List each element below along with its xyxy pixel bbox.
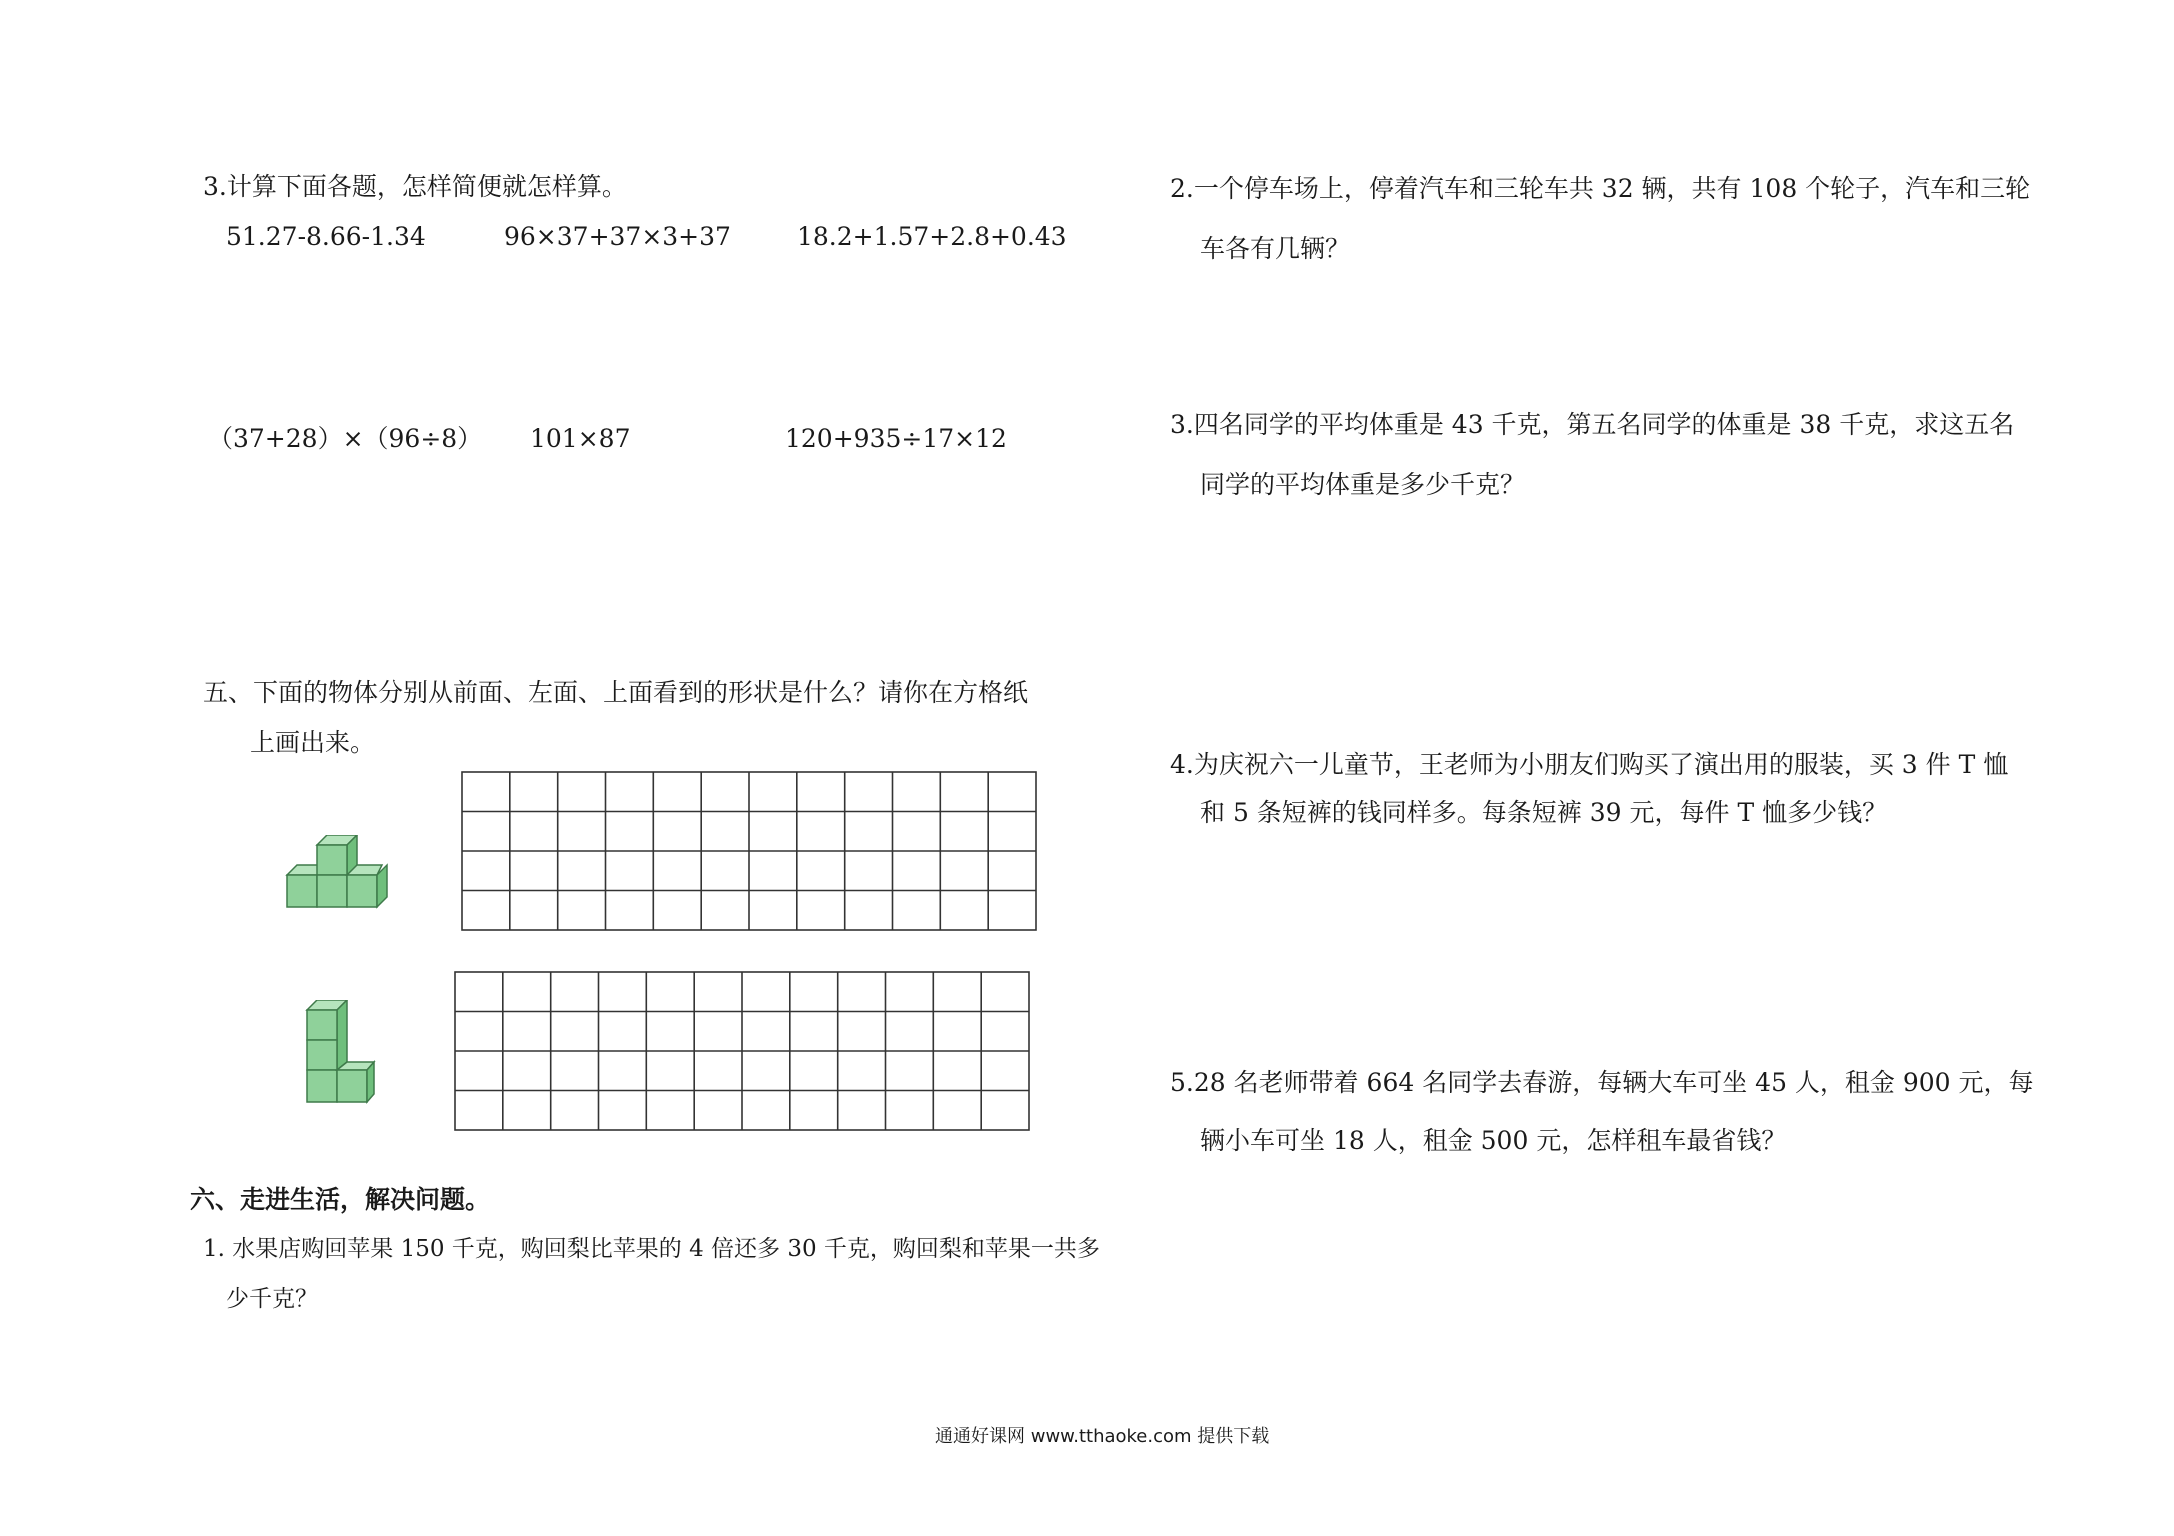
problem-3: 3.四名同学的平均体重是 43 千克，第五名同学的体重是 38 千克，求这五名	[1170, 410, 2015, 439]
problem-1: 1. 水果店购回苹果 150 千克，购回梨比苹果的 4 倍还多 30 千克，购回梨和苹果一共多	[203, 1236, 1100, 1262]
problem-5-cont: 辆小车可坐 18 人，租金 500 元，怎样租车最省钱？	[1200, 1126, 1787, 1155]
problem-4: 4.为庆祝六一儿童节，王老师为小朋友们购买了演出用的服装，买 3 件 T 恤	[1170, 750, 2009, 779]
problem-1-cont: 少千克？	[226, 1286, 318, 1312]
section5-title: 五、下面的物体分别从前面、左面、上面看到的形状是什么？请你在方格纸	[203, 678, 1029, 707]
footer-credit: 通通好课网 www.tthaoke.com 提供下载	[935, 1426, 1270, 1447]
problem-4-cont: 和 5 条短裤的钱同样多。每条短裤 39 元，每件 T 恤多少钱？	[1200, 798, 1888, 827]
drawing-grid-1[interactable]	[460, 770, 1040, 935]
problem-5: 5.28 名老师带着 664 名同学去春游，每辆大车可坐 45 人，租金 900 元，每	[1170, 1068, 2034, 1097]
section5-title-cont: 上画出来。	[250, 728, 376, 757]
section6-title: 六、走进生活，解决问题。	[190, 1185, 491, 1214]
q3-title: 3.计算下面各题，怎样简便就怎样算。	[203, 172, 627, 201]
problem-2-cont: 车各有几辆？	[1200, 234, 1351, 263]
expression: 18.2+1.57+2.8+0.43	[797, 222, 1067, 251]
cube-figure-pyramid	[282, 835, 392, 917]
expression: 120+935÷17×12	[785, 424, 1007, 453]
problem-3-cont: 同学的平均体重是多少千克？	[1200, 470, 1526, 499]
drawing-grid-2[interactable]	[453, 970, 1033, 1135]
cube-figure-l-shape	[302, 1000, 382, 1112]
expression: 51.27-8.66-1.34	[226, 222, 426, 251]
problem-2: 2.一个停车场上，停着汽车和三轮车共 32 辆，共有 108 个轮子，汽车和三轮	[1170, 174, 2031, 203]
expression: （37+28）×（96÷8）	[208, 424, 483, 453]
expression: 101×87	[530, 424, 631, 453]
expression: 96×37+37×3+37	[504, 222, 731, 251]
